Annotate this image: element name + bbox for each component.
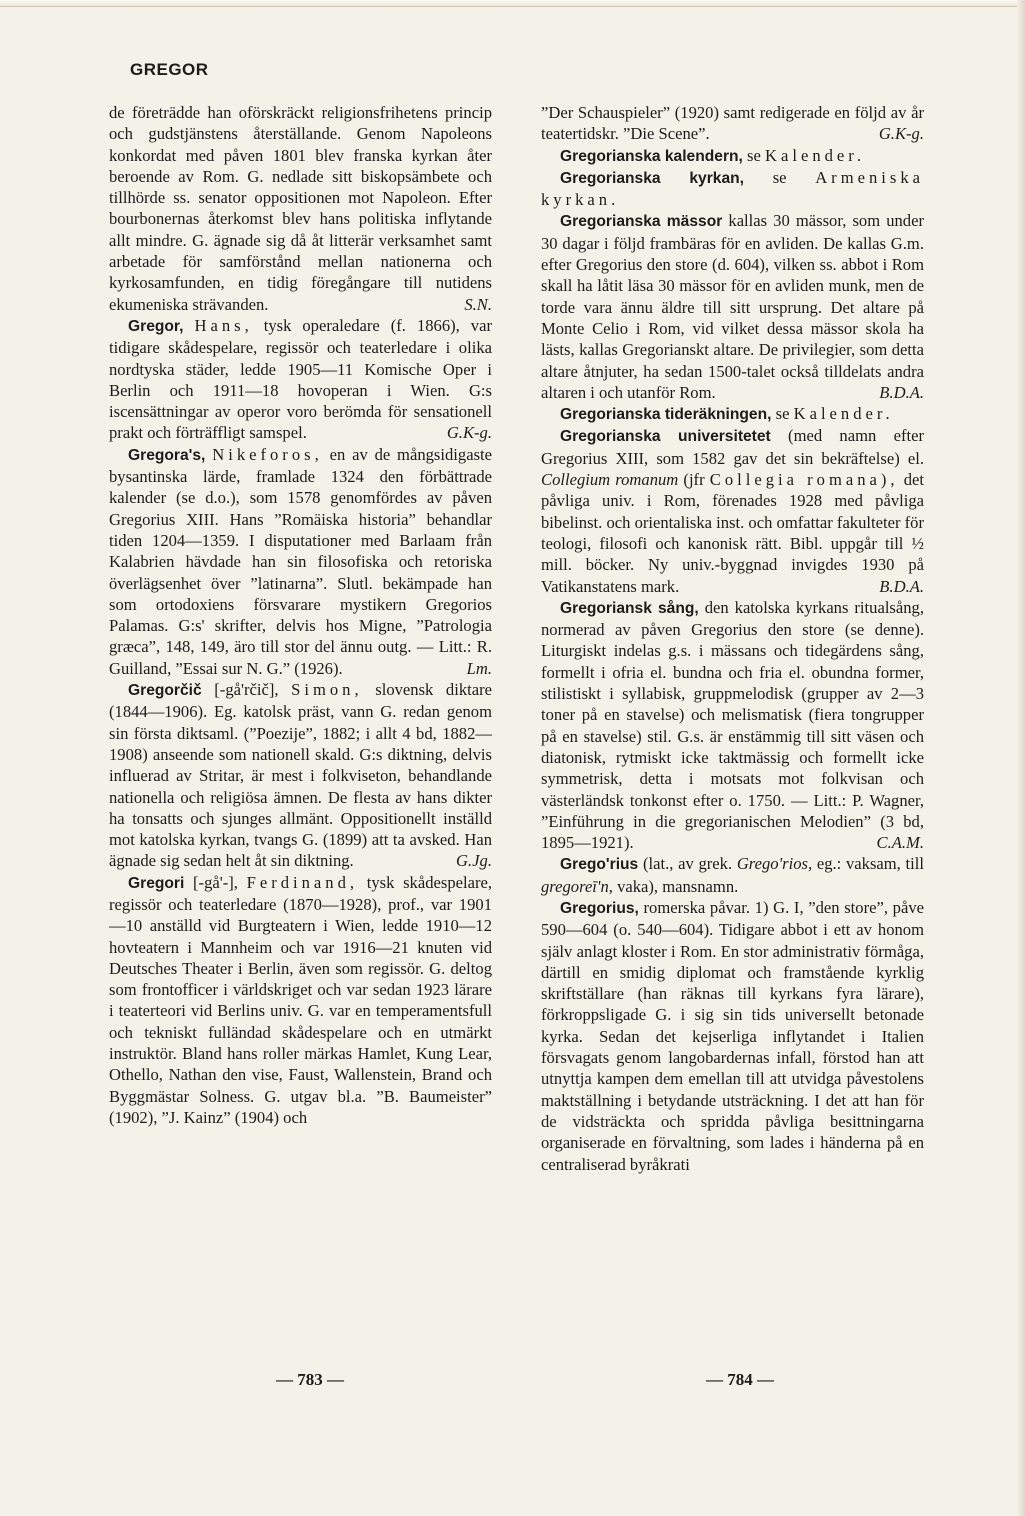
page-number-left: — 783 — [276,1370,344,1389]
entry-gregorianska-kyrkan: Gregorianska kyrkan, se Armeniska kyrkan. [541,167,924,210]
entry-headword: Gregorianska universitetet [560,428,771,446]
running-headword: GREGOR [130,60,209,79]
entry-headword: Gregoriansk sång, [560,599,699,617]
entry-gregorianska-massor: Gregorianska mässor kallas 30 mässor, som under 30 dagar i följd frambäras för en avliden. De kallas G.m. efter Gregorius den store (d. 604), vilken ss. abbot i Rom skall ha låtit läsa 30 mässor för en avliden munk, men de torde vara ännu äldre till sitt ursprung. Det altare på Monte Celio i Rom, vid vilket dessa mässor skola ha lästs, kallas Gregorianskt altare. De privilegier, som detta altare åtnjuter, ha sedan 1500-talet också tilldelats andra altaren i och utanför Rom. B.D.A. [541,211,924,402]
entry-gregorcic: Gregorčič [-gå'rčič], Simon, slovensk diktare (1844—1906). Eg. katolsk präst, vann G. redan genom sin första diktsaml. (”Poezije”, 1882; i allt 4 bd, 1882—1908) anseende som nationell skald. G:s diktning, delvis influerad av Stritar, är mest i folkviseton, behandlande nationella och religiösa ämnen. De flesta av hans dikter ha tonsatts och sjunges allmänt. Oppositionellt inställd mot katolska kyrkan, tvangs G. (1899) att ta avsked. Han ägnade sig sedan helt åt sin diktning. G.Jg. [109,680,492,871]
author-signature: G.Jg. [456,851,492,871]
entry-headword: Gregora's, [128,446,206,464]
author-signature: S.N. [464,294,492,314]
author-signature: B.D.A. [879,576,924,596]
entry-headword: Gregorčič [128,682,202,700]
cross-reference: Collegia romana), [709,470,899,490]
cross-reference: Kalender. [765,145,866,165]
cross-reference: Kalender. [793,404,894,424]
entry-headword: Gregori [128,874,185,892]
entry-gregorianska-universitetet: Gregorianska universitetet (med namn efter Gregorius XIII, som 1582 gav det sin bekräftelse) el. Collegium romanum (jfr Collegia romana), det påvliga univ. i Rom, förenades 1928 med påvliga bibelinst. och orientaliska inst. och omfattar fakulteter för teologi, filosofi och kanonisk rätt. Bibl. uppgår till ½ mill. böcker. Ny univ.-byggnad invigdes 1930 på Vatikanstatens mark. B.D.A. [541,426,924,596]
author-signature: B.D.A. [879,382,924,402]
entry-gregor-hans: Gregor, Hans, tysk operaledare (f. 1866), var tidigare skådespelare, regissör och teaterledare i olika nordtyska städer, ledde 1905—11 Komische Oper i Berlin och 1911—18 hovoperan i Wien. G:s iscensättningar av operor voro berömda för sensationell prakt och förträffligt samspel. G.K-g. [109,315,492,443]
entry-continuation: de företrädde han oförskräckt religionsfrihetens princip och gudstjänstens återställande. Genom Napoleons konkordat med påven 1801 blev franska kyrkan åter beroende av Rom. G. nedlade sitt biskopsämbete och tillhörde ss. senator oppositionen mot Napoleon. Efter bourbonernas återkomst blev hans politiska inflytande allt mindre. G. ägnade sig då åt litterär verksamhet samt arbetade för samförstånd mellan nationerna och kyrkosamfunden, en tidig föregångare till nutidens ekumeniska strävanden. S.N. [109,103,492,314]
entry-headword: Gregorianska mässor [560,213,723,231]
entry-gregorius-popes: Gregorius, romerska påvar. 1) G. I, ”den store”, påve 590—604 (o. 540—604). Tidigare abbot i ett av honom själv anlagt kloster i Rom. En stor administrativ förmåga, därtill en smidig diplomat och framstående kyrklig skriftställare (han räknas till kyrkans fyra lärare), förkroppsligade G. i sig sin tids universellt betonade kyrka. Sedan det kejserliga inflytandet i Italien försvagats genom langobardernas infall, förstod han att utnyttja kampen dem emellan till att utvidga påvestolens maktställning i betydande utsträckning. I det att han för de vidsträckta och spridda påvliga besittningarna organiserade en förvaltning, som lades i händerna på en centraliserad byråkrati [541,897,924,1174]
entry-gregori: Gregori [-gå'-], Ferdinand, tysk skådespelare, regissör och teaterledare (1870—1928), prof., var 1901—10 anställd vid Burgteatern i Wien, ledde 1910—12 hovteatern i Mannheim och var 1916—21 knuten vid Deutsches Theater i Berlin, även som regissör. G. deltog som frontofficer i världskriget och var sedan 1923 lärare i teaterteori vid Berlins univ. G. var en temperamentsfull och tekniskt fulländad skådespelare och en utmärkt instruktör. Bland hans roller märkas Hamlet, Kung Lear, Othello, Nathan den vise, Faust, Wallenstein, Brand och Byggmästar Solness. G. utgav bl.a. ”B. Baumeister” (1902), ”J. Kainz” (1904) och [109,872,492,1127]
entry-gregoras: Gregora's, Nikeforos, en av de mångsidigaste bysantinska lärde, framlade 1324 den förbättrade kalender (se d.o.), som 1578 genomfördes av påven Gregorius XIII. Hans ”Romäiska historia” behandlar tiden 1204—1359. I disputationer med Barlaam från Kalabrien hävdade han sin filosofiska och retoriska överlägsenhet över ”latinarna”. Slutl. bekämpade han som ortodoxiens försvarare mystikern Gregorios Palamas. G:s' skrifter, delvis hos Migne, ”Patrologia græca”, 148, 149, äro till stor del ännu outg. — Litt.: R. Guilland, ”Essai sur N. G.” (1926). Lm. [109,444,492,678]
author-signature: G.K-g. [878,124,924,144]
entry-headword: Gregorianska kalendern, [560,147,743,165]
entry-headword: Gregorianska tideräkningen, [560,406,772,424]
entry-headword: Grego'rius [560,856,639,874]
entry-gregoriansk-sang: Gregoriansk sång, den katolska kyrkans ritualsång, normerad av påven Gregorius den store (se denne). Liturgiskt indelas g.s. i mässans och tidegärdens sång, formellt i ofria el. bundna och fria el. obundna former, stilistiskt i syllabisk, gruppmelodisk (grupper av 2—3 toner på en stavelse) och melismatisk (fiera tongrupper på en stavelse) stil. G.s. är enstämmig till sitt väsen och diatonisk, rytmiskt icke taktmässig och formellt icke symmetrisk, detta i motsats mot folkvisan och västerländsk tonkonst efter o. 1750. — Litt.: P. Wagner, ”Einführung in die gregorianischen Melodien” (3 bd, 1895—1921). C.A.M. [541,597,924,853]
paper-top-edge [0,0,1025,7]
paper-right-edge [1017,0,1025,1516]
entry-gregorius-name: Grego'rius (lat., av grek. Grego'rios, eg.: vaksam, till gregoreī'n, vaka), mansnamn. [541,854,924,896]
entry-headword: Gregorius, [560,899,639,917]
entry-gregorianska-kalendern: Gregorianska kalendern, se Kalender. [560,145,866,165]
left-column [109,102,492,1128]
cross-reference: Armeniska kyrkan. [541,167,924,210]
author-signature: C.A.M. [876,833,924,853]
entry-headword: Gregorianska kyrkan, [560,169,745,187]
page-number-right: — 784 — [706,1370,774,1389]
author-signature: G.K-g. [446,423,492,443]
right-column [541,102,924,1175]
entry-continuation: ”Der Schauspieler” (1920) samt redigerade en följd av år teatertidskr. ”Die Scene”. G.K-g. [541,103,924,144]
entry-headword: Gregor, [128,317,184,335]
entry-gregorianska-tiderakningen: Gregorianska tideräkningen, se Kalender. [560,404,894,424]
author-signature: Lm. [466,658,492,678]
